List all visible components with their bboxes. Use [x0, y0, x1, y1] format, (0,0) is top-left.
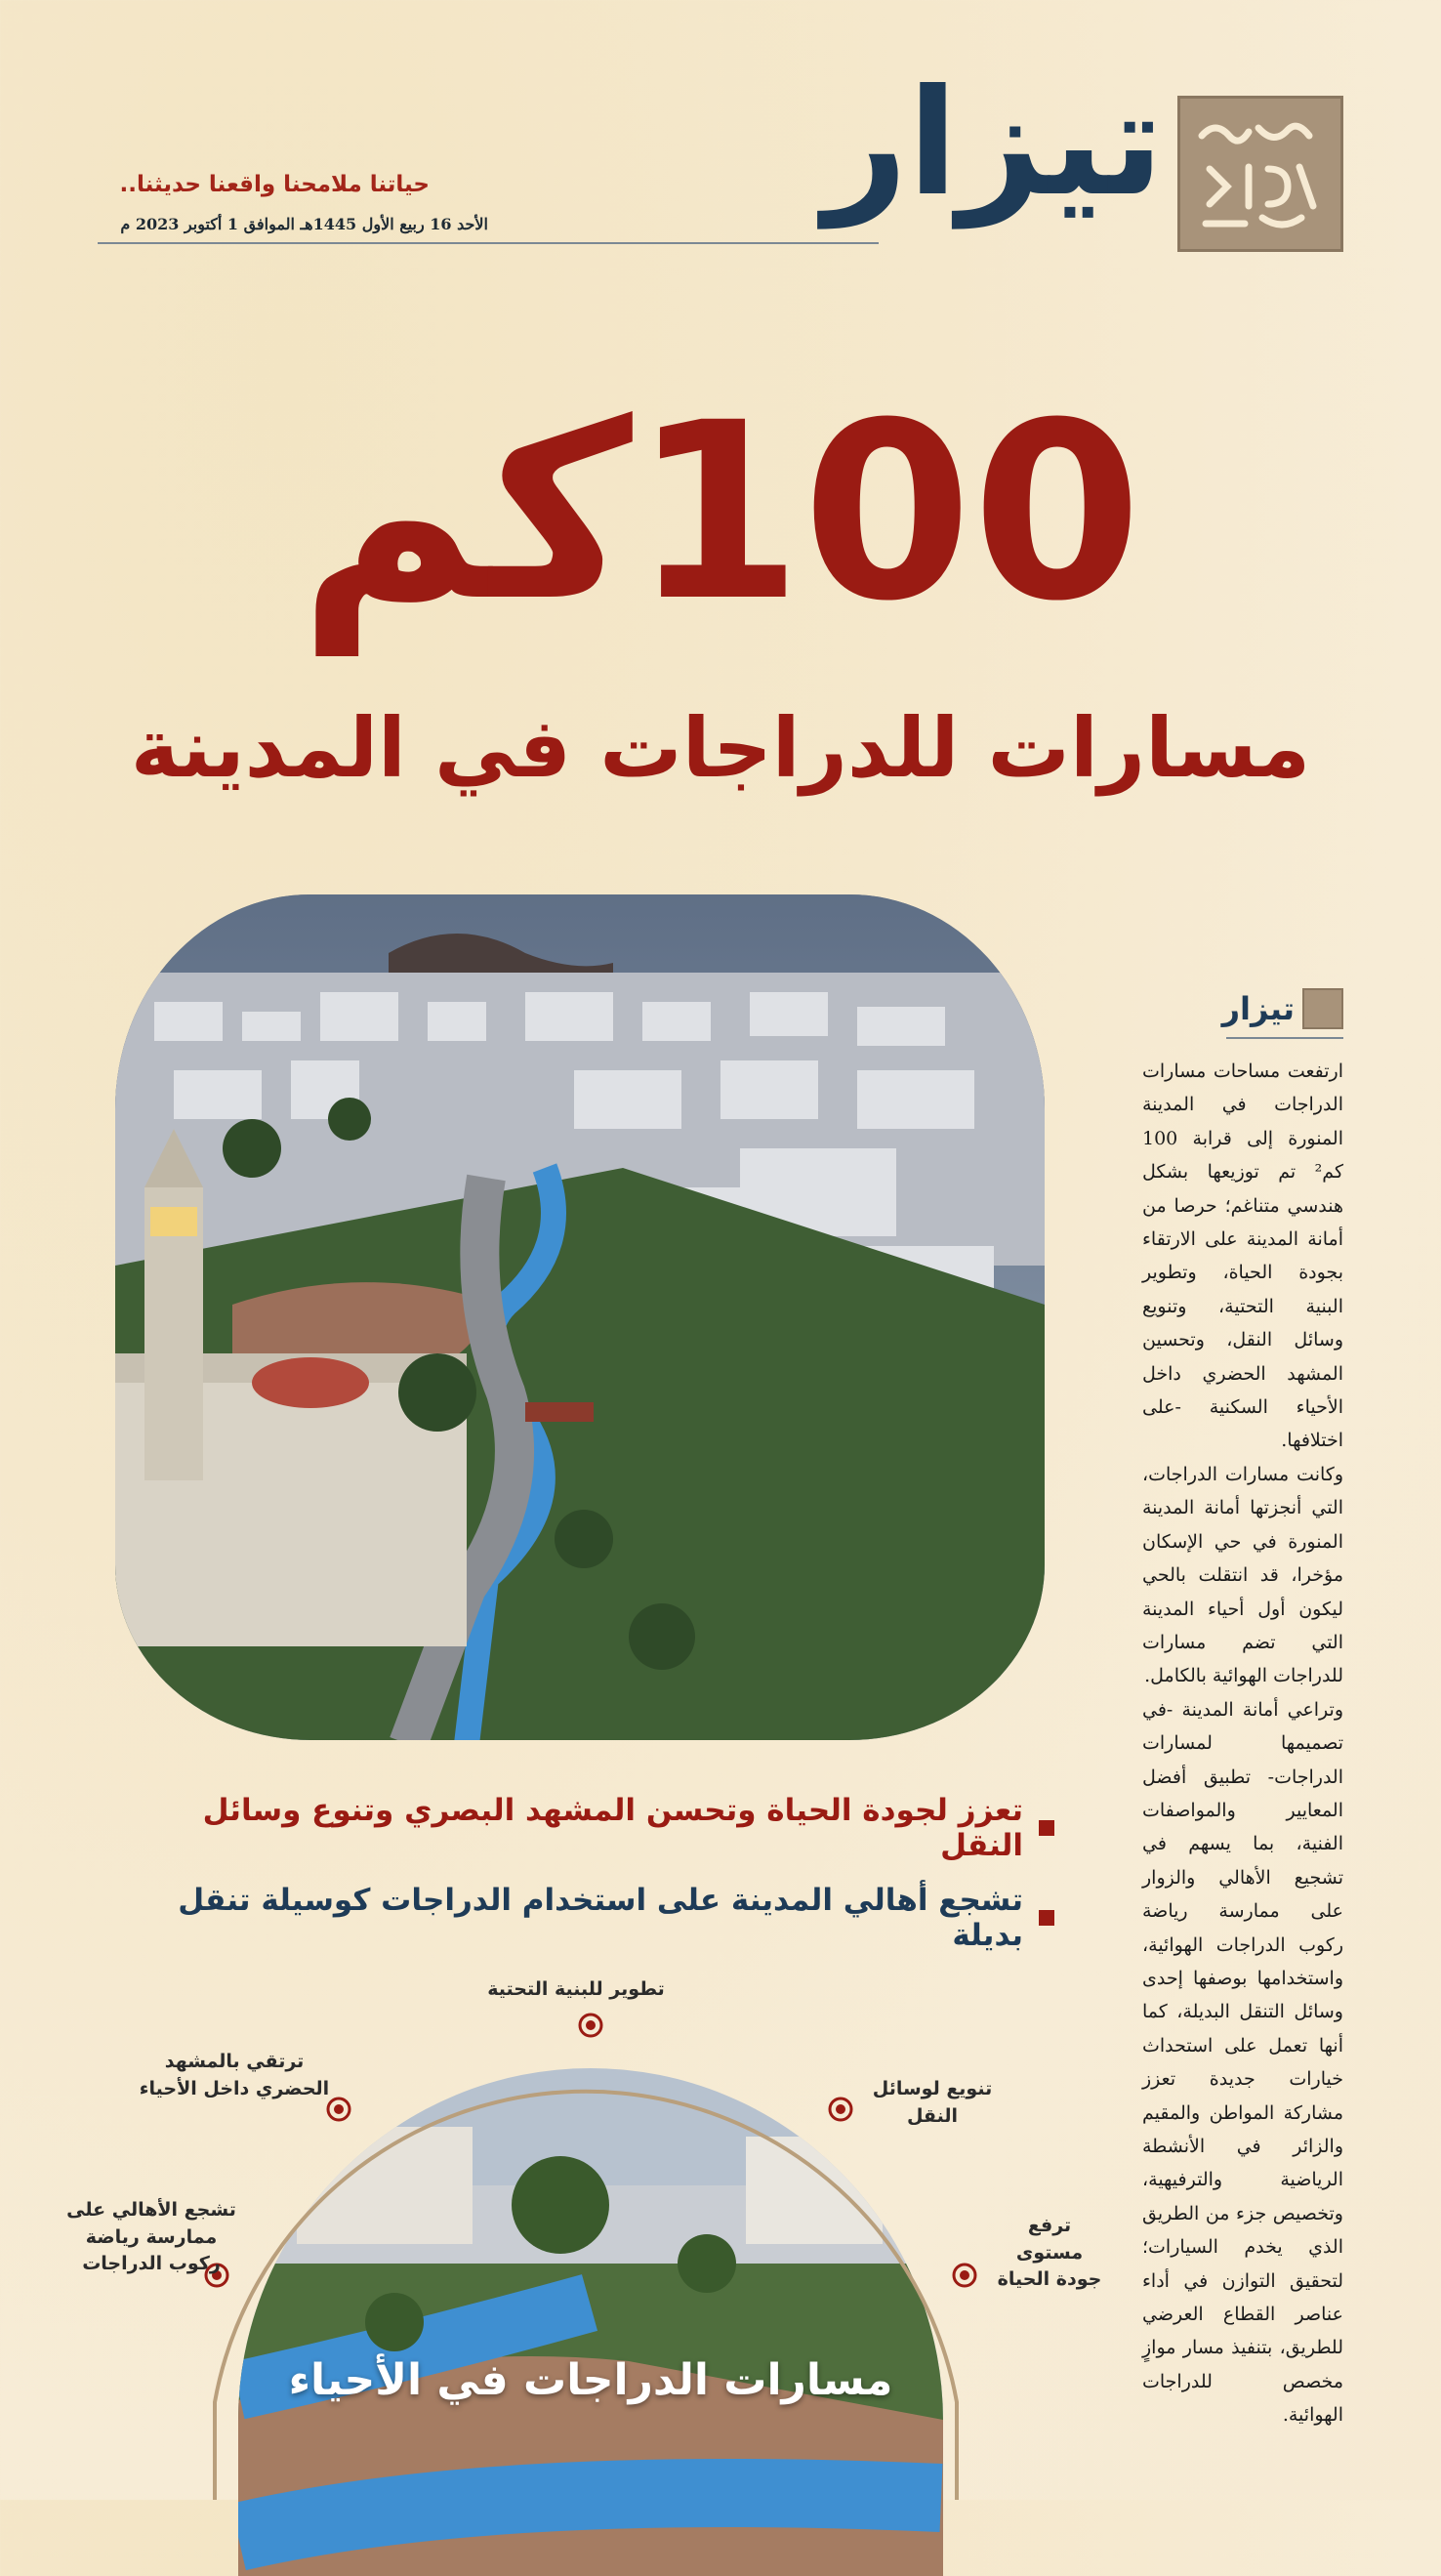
headline-number: 100كم: [299, 370, 1142, 654]
mini-logo-icon: [1302, 988, 1343, 1029]
bullet-item: [176, 1793, 1054, 1863]
brand-name: تيزار: [823, 59, 1164, 229]
bullet-square-icon: [1039, 1910, 1054, 1926]
benefit-label: ترتقي بالمشهد الحضري داخل الأحياء: [139, 2051, 330, 2099]
bullet-list: [176, 1793, 1054, 1973]
bullet-text: تشجع أهالي المدينة على استخدام الدراجات كوسيلة تنقل بديلة: [178, 1883, 1023, 1953]
article-paragraph: وكانت مسارات الدراجات، التي أنجزتها أمانة المدينة المنورة في حي الإسكان مؤخرا، قد انتقلت بالحي ليكون أول أحياء المدينة التي تضم مسارات للدراجات الهوائية بالكامل.: [1142, 1463, 1343, 1687]
slogan: حياتنا ملامحنا واقعنا حديثنا..: [119, 172, 430, 197]
article-brand: [1222, 988, 1343, 1029]
bullet-text: تعزز لجودة الحياة وتحسن المشهد البصري وتنوع وسائل النقل: [202, 1793, 1023, 1863]
benefit-label: ترفع مستوى جودة الحياة: [997, 2215, 1102, 2291]
article-paragraph: وتراعي أمانة المدينة -في تصميمها لمسارات الدراجات- تطبيق أفضل المعايير والمواصفات الفنية، بما يسهم في تشجيع الأهالي والزوار على ممارسة رياضة ركوب الدراجات الهوائية، واستخدامها بوصفها إحدى وسائل التنقل البديلة، كما أنها تعمل على استحداث خيارات جديدة تعزز مشاركة المواطن والمقيم والزائر في الأنشطة الرياضية والترفيهية، وتخصيص جزء من الطريق الذي يخدم السيارات؛ لتحقيق التوازن في أداء عناصر القطاع العرضي للطريق، بتنفيذ مسار موازٍ مخصص للدراجات الهوائية.: [1142, 1698, 1343, 2427]
article-brand-name: تيزار: [1221, 990, 1295, 1027]
article-rule: [1226, 1037, 1343, 1039]
calligraphy-logo-icon: [1180, 99, 1340, 249]
header-divider: [98, 242, 879, 244]
benefit-label: تطوير للبنية التحتية: [487, 1978, 665, 2000]
benefit-label: تنويع لوسائل النقل: [872, 2078, 993, 2127]
headline-subtitle: مسارات للدراجات في المدينة: [130, 700, 1311, 796]
brand-logo: [1177, 96, 1343, 252]
date-line: الأحد 16 ربيع الأول 1445هـ الموافق 1 أكتوبر 2023 م: [120, 215, 488, 233]
bullet-item: [176, 1883, 1054, 1953]
inner-photo-caption: مسارات الدراجات في الأحياء: [288, 2355, 893, 2405]
article-paragraph: ارتفعت مساحات مسارات الدراجات في المدينة المنورة إلى قرابة 100 كم² تم توزيعها بشكل هندسي متناغم؛ حرصا من أمانة المدينة على الارتقاء بجودة الحياة، وتطوير البنية التحتية، وتنويع وسائل النقل، وتحسين المشهد الحضري داخل الأحياء السكنية -على اختلافها.: [1142, 1060, 1343, 1452]
article-body: [1142, 1055, 1343, 2432]
main-photo: [115, 894, 1045, 1740]
benefit-label: تشجع الأهالي على ممارسة رياضة ركوب الدراجات: [66, 2199, 236, 2275]
bullet-square-icon: [1039, 1820, 1054, 1836]
